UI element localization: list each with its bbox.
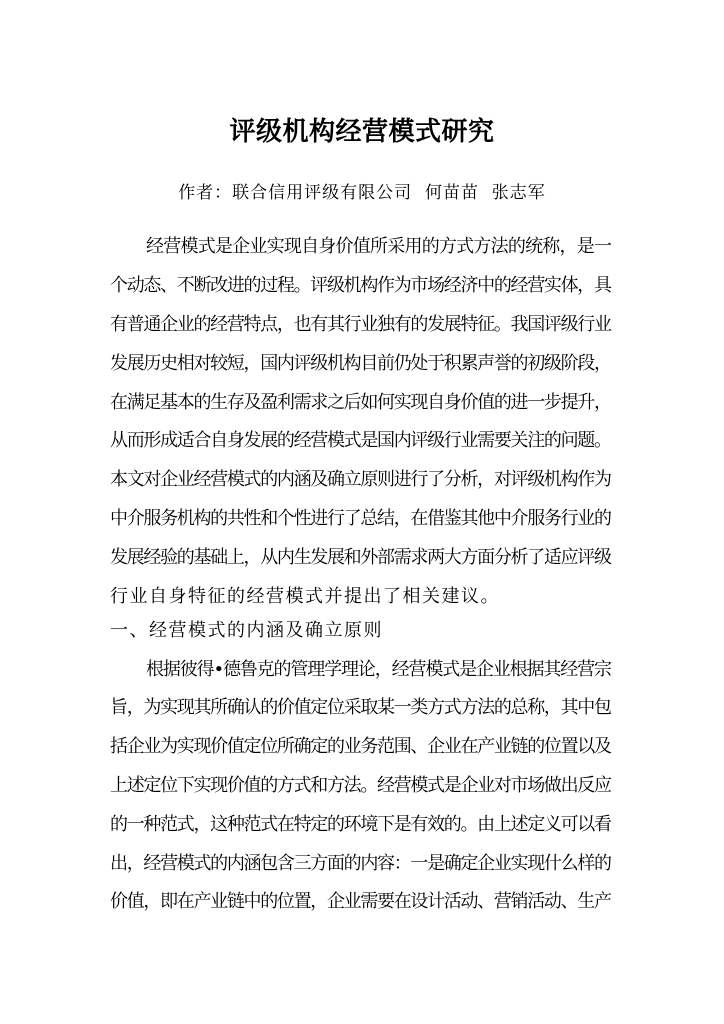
- abstract-line: 从而形成适合自身发展的经营模式是国内评级行业需要关注的问题。: [110, 430, 611, 451]
- section-line: 旨，为实现其所确认的价值定位采取某一类方式方法的总称，其中包: [110, 697, 611, 718]
- abstract-line: 经营模式是企业实现自身价值所采用的方式方法的统称，是一: [146, 236, 612, 257]
- section-line: 的一种范式，这种范式在特定的环境下是有效的。由上述定义可以看: [110, 814, 611, 835]
- section-line: 出，经营模式的内涵包含三方面的内容：一是确定企业实现什么样的: [110, 853, 611, 874]
- section-heading: 一、经营模式的内涵及确立原则: [110, 620, 383, 641]
- abstract-line: 有普通企业的经营特点，也有其行业独有的发展特征。我国评级行业: [110, 314, 611, 335]
- section-line: 根据彼得•德鲁克的管理学理论，经营模式是企业根据其经营宗: [146, 659, 611, 680]
- abstract-line: 发展经验的基础上，从内生发展和外部需求两大方面分析了适应评级: [110, 547, 611, 568]
- abstract-line: 本文对企业经营模式的内涵及确立原则进行了分析，对评级机构作为: [110, 469, 611, 490]
- author-line: 作者：联合信用评级有限公司 何苗苗 张志军: [178, 183, 546, 203]
- abstract-line: 中介服务机构的共性和个性进行了总结，在借鉴其他中介服务行业的: [110, 508, 611, 529]
- section-line: 上述定位下实现价值的方式和方法。经营模式是企业对市场做出反应: [110, 775, 611, 796]
- section-line: 价值，即在产业链中的位置，企业需要在设计活动、营销活动、生产: [110, 891, 611, 912]
- abstract-line: 发展历史相对较短，国内评级机构目前仍处于积累声誉的初级阶段，: [110, 353, 611, 374]
- abstract-line: 个动态、不断改进的过程。评级机构作为市场经济中的经营实体，具: [110, 275, 611, 296]
- abstract-line: 在满足基本的生存及盈利需求之后如何实现自身价值的进一步提升，: [110, 392, 611, 413]
- document-title: 评级机构经营模式研究: [229, 117, 495, 147]
- section-line: 括企业为实现价值定位所确定的业务范围、企业在产业链的位置以及: [110, 736, 611, 757]
- abstract-line: 行业自身特征的经营模式并提出了相关建议。: [110, 586, 500, 607]
